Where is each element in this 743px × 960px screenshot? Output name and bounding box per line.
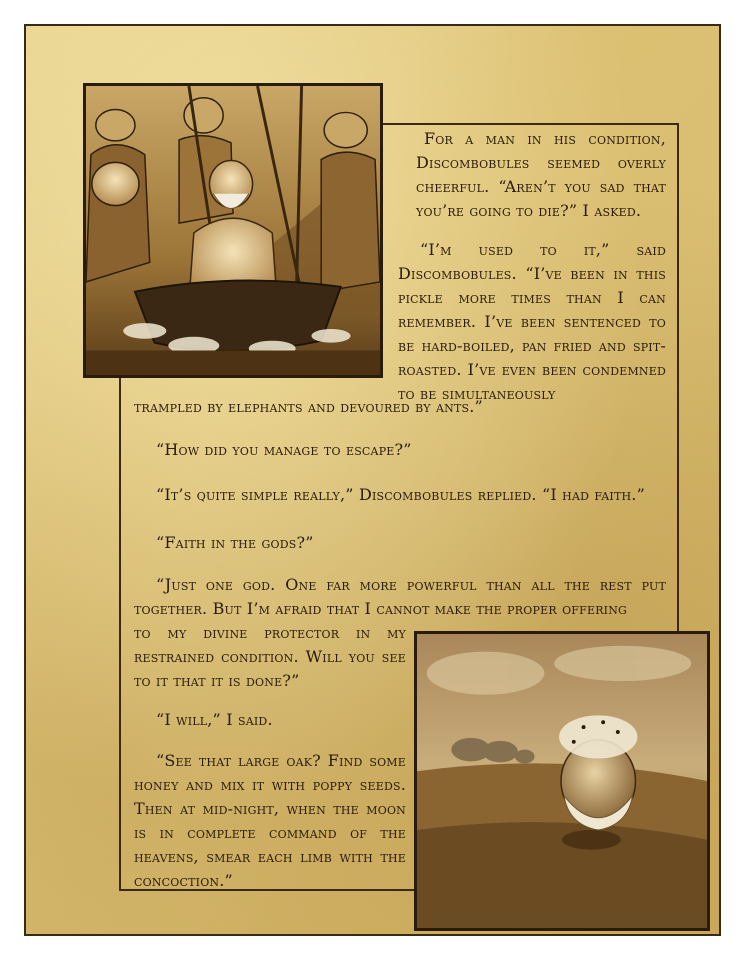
paragraph-4: “It’s quite simple really,” Discombobules replied. “I had faith.” [156,485,645,504]
buried-man-illustration [414,631,710,931]
cauldron-illustration [83,83,383,378]
paragraph-1: For a man in his condition, Discombobules seemed overly cheerful. “Aren’t you sad that you’re going to die?” I asked. [416,129,666,220]
buried-man-scene-image [417,634,707,928]
parchment-page [24,24,721,936]
paragraph-5: “Faith in the gods?” [156,533,314,552]
cauldron-scene-image [86,86,380,375]
paragraph-8: “See that large oak? Find some honey and mix it with poppy seeds. Then at mid-night, when the moon is in complete command of the heavens, smear each limb with the concoction.” [134,751,406,890]
paragraph-6: “Just one god. One far more powerful than all the rest put together. But I’m afraid that I cannot make the proper offering [134,575,666,618]
paragraph-3: “How did you manage to escape?” [156,440,412,459]
paragraph-2: “I’m used to it,” said Discombobules. “I’ve been in this pickle more times than I can remember. I’ve been sentenced to be hard-boiled, pan fried and spit-roasted. I’ve even been condemned to be simultaneously [398,240,666,403]
paragraph-6-continued: to my divine protector in my restrained condition. Will you see to it that it is done?” [134,623,406,690]
paragraph-7: “I will,” I said. [156,710,273,729]
paragraph-2-continued: trampled by elephants and devoured by ants.” [134,397,483,416]
